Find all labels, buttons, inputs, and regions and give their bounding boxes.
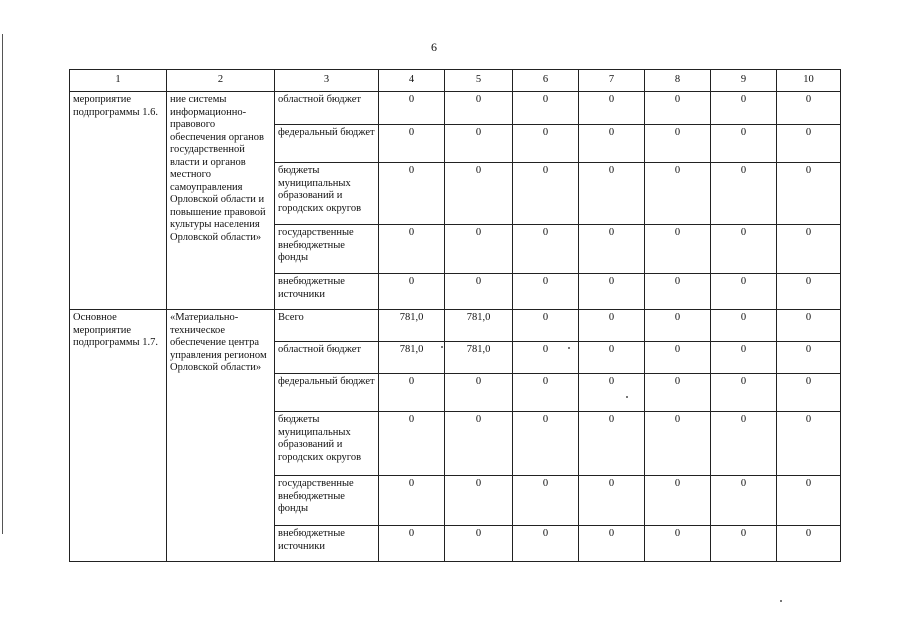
funding-source-cell: областной бюджет [275, 92, 379, 125]
value-cell: 0 [513, 125, 579, 163]
value-cell: 0 [445, 274, 513, 310]
funding-source-cell: Всего [275, 310, 379, 342]
table-row [70, 92, 841, 125]
value-cell: 0 [711, 476, 777, 526]
value-cell: 0 [579, 526, 645, 562]
scan-speck [441, 346, 443, 348]
value-cell: 0 [645, 412, 711, 476]
value-cell: 0 [579, 225, 645, 274]
value-cell: 0 [645, 526, 711, 562]
scan-speck [568, 347, 570, 349]
value-cell: 0 [711, 374, 777, 412]
value-cell: 781,0 [445, 342, 513, 374]
value-cell: 0 [645, 225, 711, 274]
value-cell: 0 [513, 92, 579, 125]
value-cell: 0 [513, 342, 579, 374]
table-row [70, 310, 841, 342]
value-cell: 0 [445, 476, 513, 526]
value-cell: 0 [579, 274, 645, 310]
value-cell: 0 [513, 412, 579, 476]
value-cell: 0 [711, 342, 777, 374]
column-header: 6 [513, 70, 579, 92]
column-header: 5 [445, 70, 513, 92]
value-cell: 0 [777, 526, 841, 562]
value-cell: 0 [379, 274, 445, 310]
value-cell: 0 [379, 476, 445, 526]
value-cell: 0 [777, 412, 841, 476]
column-header: 1 [70, 70, 167, 92]
value-cell: 781,0 [379, 310, 445, 342]
value-cell: 0 [711, 225, 777, 274]
value-cell: 0 [513, 274, 579, 310]
activity-name-cell: ние системы информационно-правового обеспечения органов государственной власти и органов местного самоуправления Орловской области и повышение правовой культуры населения Орловской области» [167, 92, 275, 310]
value-cell: 0 [579, 125, 645, 163]
value-cell: 0 [579, 342, 645, 374]
value-cell: 0 [777, 342, 841, 374]
value-cell: 0 [513, 310, 579, 342]
value-cell: 0 [645, 342, 711, 374]
value-cell: 0 [579, 92, 645, 125]
value-cell: 0 [777, 92, 841, 125]
page-number: 6 [431, 40, 437, 54]
value-cell: 0 [645, 374, 711, 412]
value-cell: 0 [445, 374, 513, 412]
value-cell: 0 [711, 412, 777, 476]
value-cell: 0 [445, 526, 513, 562]
value-cell: 0 [645, 125, 711, 163]
value-cell: 0 [513, 374, 579, 412]
value-cell: 0 [645, 92, 711, 125]
funding-source-cell: внебюджетные источники [275, 526, 379, 562]
funding-source-cell: государственные внебюджетные фонды [275, 476, 379, 526]
value-cell: 0 [711, 526, 777, 562]
funding-source-cell: областной бюджет [275, 342, 379, 374]
value-cell: 0 [379, 125, 445, 163]
value-cell: 0 [579, 476, 645, 526]
header-row [70, 70, 841, 92]
value-cell: 0 [777, 310, 841, 342]
value-cell: 0 [445, 92, 513, 125]
value-cell: 0 [777, 125, 841, 163]
value-cell: 0 [711, 310, 777, 342]
activity-name-cell: «Материально-техническое обеспечение центра управления регионом Орловской области» [167, 310, 275, 562]
column-header: 2 [167, 70, 275, 92]
value-cell: 0 [777, 476, 841, 526]
value-cell: 0 [711, 163, 777, 225]
scan-speck [626, 396, 628, 398]
value-cell: 0 [379, 526, 445, 562]
value-cell: 0 [379, 225, 445, 274]
value-cell: 0 [445, 163, 513, 225]
value-cell: 781,0 [445, 310, 513, 342]
value-cell: 0 [445, 125, 513, 163]
value-cell: 0 [579, 374, 645, 412]
value-cell: 0 [513, 526, 579, 562]
scan-speck [780, 600, 782, 602]
budget-table [69, 69, 841, 562]
value-cell: 0 [645, 274, 711, 310]
value-cell: 0 [379, 163, 445, 225]
funding-source-cell: бюджеты муниципальных образований и городских округов [275, 163, 379, 225]
value-cell: 0 [445, 412, 513, 476]
value-cell: 0 [579, 163, 645, 225]
value-cell: 0 [379, 92, 445, 125]
value-cell: 0 [711, 92, 777, 125]
value-cell: 0 [379, 374, 445, 412]
value-cell: 0 [379, 412, 445, 476]
value-cell: 0 [445, 225, 513, 274]
column-header: 7 [579, 70, 645, 92]
value-cell: 0 [777, 225, 841, 274]
value-cell: 0 [513, 476, 579, 526]
funding-source-cell: бюджеты муниципальных образований и городских округов [275, 412, 379, 476]
value-cell: 0 [777, 163, 841, 225]
value-cell: 0 [645, 163, 711, 225]
column-header: 4 [379, 70, 445, 92]
value-cell: 0 [777, 274, 841, 310]
funding-source-cell: государственные внебюджетные фонды [275, 225, 379, 274]
value-cell: 0 [513, 225, 579, 274]
value-cell: 0 [645, 310, 711, 342]
funding-source-cell: федеральный бюджет [275, 374, 379, 412]
column-header: 3 [275, 70, 379, 92]
value-cell: 0 [579, 310, 645, 342]
column-header: 10 [777, 70, 841, 92]
value-cell: 0 [645, 476, 711, 526]
value-cell: 0 [579, 412, 645, 476]
funding-source-cell: внебюджетные источники [275, 274, 379, 310]
column-header: 8 [645, 70, 711, 92]
value-cell: 0 [711, 274, 777, 310]
value-cell: 781,0 [379, 342, 445, 374]
activity-cell: Основное мероприятие подпрограммы 1.7. [70, 310, 167, 562]
activity-cell: мероприятие подпрограммы 1.6. [70, 92, 167, 310]
value-cell: 0 [711, 125, 777, 163]
value-cell: 0 [777, 374, 841, 412]
value-cell: 0 [513, 163, 579, 225]
funding-source-cell: федеральный бюджет [275, 125, 379, 163]
page-margin-line [2, 34, 3, 534]
column-header: 9 [711, 70, 777, 92]
